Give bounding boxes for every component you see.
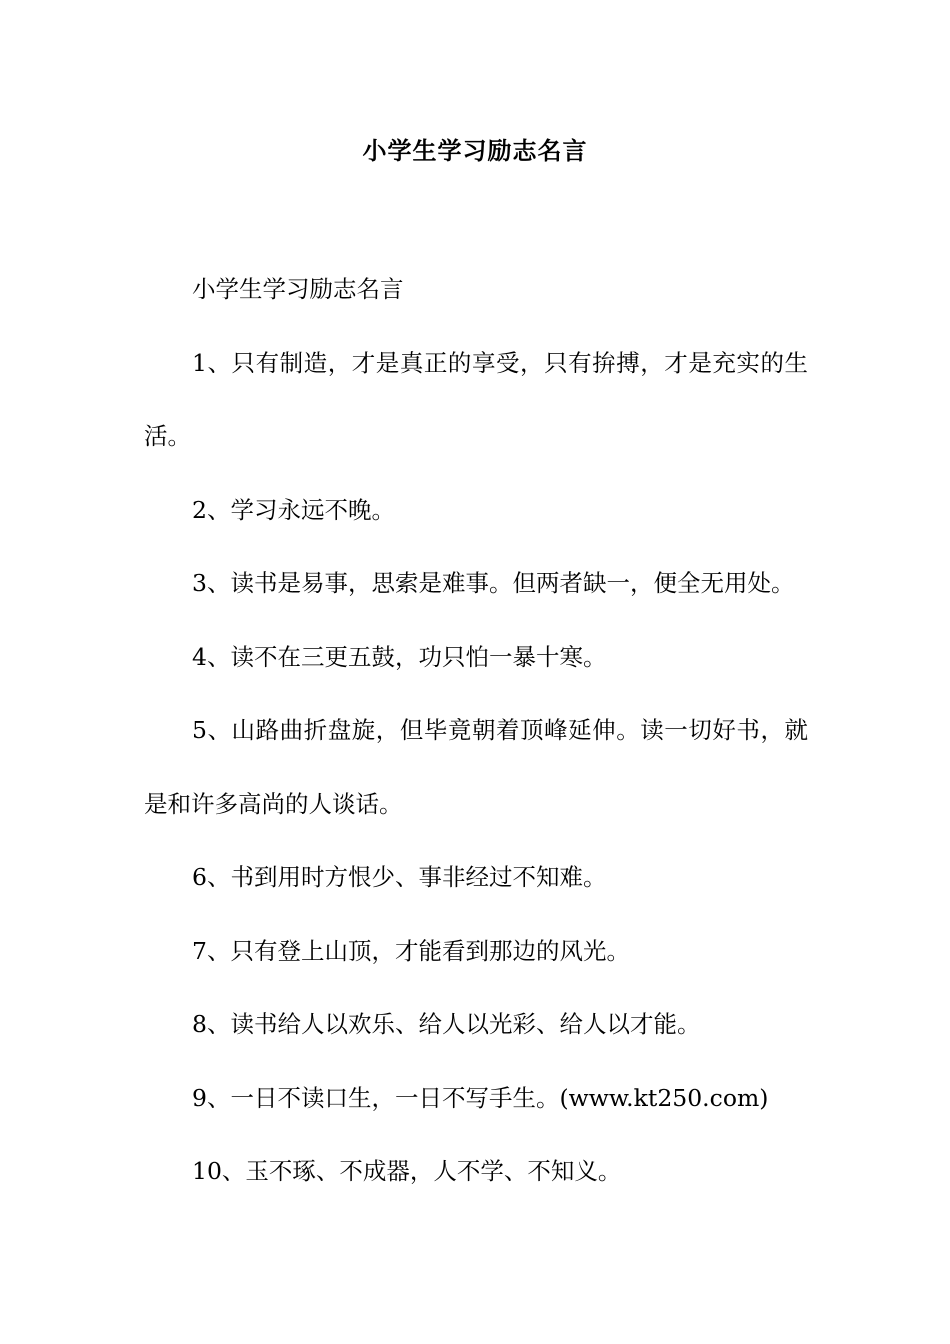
document-body [144, 253, 808, 1209]
subtitle-paragraph: 小学生学习励志名言 [192, 275, 404, 303]
quote-paragraph-10: 10、玉不琢、不成器，人不学、不知义。 [192, 1157, 622, 1185]
quote-paragraph-9: 9、一日不读口生，一日不写手生。(www.kt250.com) [192, 1083, 769, 1112]
quote-paragraph-5: 5、山路曲折盘旋，但毕竟朝着顶峰延伸。读一切好书，就是和许多高尚的人谈话。 [144, 716, 808, 818]
quote-paragraph-1: 1、只有制造，才是真正的享受，只有拚搏，才是充实的生活。 [144, 348, 808, 450]
quote-paragraph-7: 7、只有登上山顶，才能看到那边的风光。 [192, 936, 630, 965]
quote-paragraph-8: 8、读书给人以欢乐、给人以光彩、给人以才能。 [192, 1010, 701, 1038]
quote-paragraph-4: 4、读不在三更五鼓，功只怕一暴十寒。 [192, 642, 607, 671]
document-title: 小学生学习励志名言 [362, 136, 588, 165]
quote-paragraph-6: 6、书到用时方恨少、事非经过不知难。 [192, 863, 607, 891]
quote-paragraph-2: 2、学习永远不晚。 [192, 495, 395, 524]
quote-paragraph-3: 3、读书是易事，思索是难事。但两者缺一，便全无用处。 [192, 569, 795, 597]
